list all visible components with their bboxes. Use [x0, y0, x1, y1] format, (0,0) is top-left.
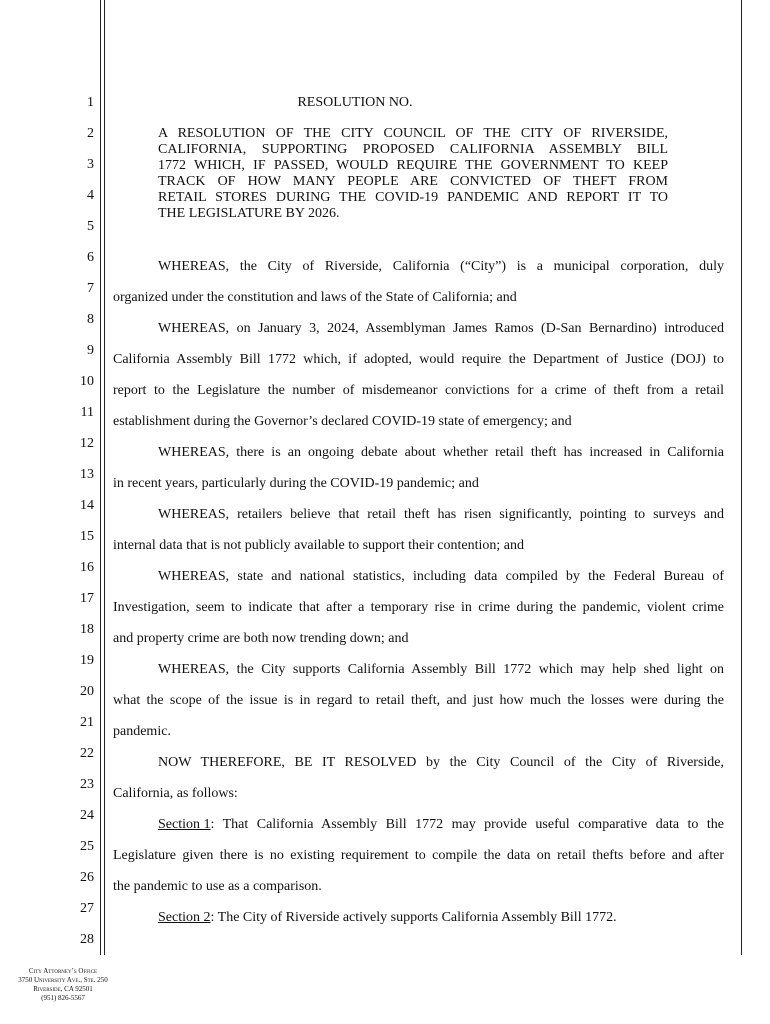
section-2-text: : The City of Riverside actively supports California Assembly Bill 1772.	[210, 910, 617, 925]
line-number: 19	[80, 653, 94, 668]
body-line: California, as follows:	[113, 786, 238, 801]
heading-line: CALIFORNIA, SUPPORTING PROPOSED CALIFORNIA ASSEMBLY BILL	[158, 142, 668, 157]
line-number: 6	[87, 250, 94, 265]
line-number: 21	[80, 715, 94, 730]
body-line: establishment during the Governor’s declared COVID-19 state of emergency; and	[113, 414, 572, 429]
line-number: 4	[87, 188, 94, 203]
line-number: 28	[80, 932, 94, 947]
line-number: 11	[80, 405, 94, 420]
left-margin-rule	[100, 0, 101, 955]
line-number: 14	[80, 498, 94, 513]
line-number: 9	[87, 343, 94, 358]
body-line: California Assembly Bill 1772 which, if adopted, would require the Department of Justice (DOJ) to	[113, 352, 724, 367]
body-line: WHEREAS, state and national statistics, including data compiled by the Federal Bureau of	[158, 569, 724, 584]
line-number: 25	[80, 839, 94, 854]
footer-phone: (951) 826-5567	[41, 994, 85, 1002]
heading-line: A RESOLUTION OF THE CITY COUNCIL OF THE CITY OF RIVERSIDE,	[158, 126, 668, 141]
body-line: in recent years, particularly during the COVID-19 pandemic; and	[113, 476, 479, 491]
left-margin-rule-inner	[104, 0, 105, 955]
body-line: WHEREAS, there is an ongoing debate about whether retail theft has increased in California	[158, 445, 724, 460]
line-number: 3	[87, 157, 94, 172]
heading-line: 1772 WHICH, IF PASSED, WOULD REQUIRE THE GOVERNMENT TO KEEP	[158, 158, 668, 173]
section-1-text: : That California Assembly Bill 1772 may provide useful comparative data to the	[210, 817, 724, 832]
line-number: 5	[87, 219, 94, 234]
heading-line: RETAIL STORES DURING THE COVID-19 PANDEMIC AND REPORT IT TO	[158, 190, 668, 205]
line-number: 15	[80, 529, 94, 544]
section-1-label: Section 1	[158, 817, 211, 832]
body-line: pandemic.	[113, 724, 171, 739]
line-number: 10	[80, 374, 94, 389]
body-line: report to the Legislature the number of misdemeanor convictions for a crime of theft from a retail	[113, 383, 724, 398]
body-line: WHEREAS, the City supports California Assembly Bill 1772 which may help shed light on	[158, 662, 724, 677]
footer-office: City Attorney’s Office	[28, 967, 98, 975]
line-number: 22	[80, 746, 94, 761]
section-1-first-line	[158, 817, 724, 833]
line-number: 7	[87, 281, 94, 296]
body-line: NOW THEREFORE, BE IT RESOLVED by the City Council of the City of Riverside,	[158, 755, 724, 770]
resolution-title: RESOLUTION NO.	[297, 95, 413, 110]
line-number: 12	[80, 436, 94, 451]
body-line: the pandemic to use as a comparison.	[113, 879, 322, 894]
footer-address: 3750 University Ave., Ste. 250	[18, 976, 108, 984]
body-line: Investigation, seem to indicate that after a temporary rise in crime during the pandemic, violent crime	[113, 600, 724, 615]
line-number: 13	[80, 467, 94, 482]
line-number: 18	[80, 622, 94, 637]
section-2-line	[158, 910, 617, 926]
section-2-label: Section 2	[158, 910, 211, 925]
body-line: organized under the constitution and laws of the State of California; and	[113, 290, 517, 305]
heading-line: THE LEGISLATURE BY 2026.	[158, 206, 340, 221]
line-number: 8	[87, 312, 94, 327]
footer-city: Riverside, CA 92501	[33, 985, 93, 993]
right-margin-rule	[741, 0, 742, 955]
line-number: 2	[87, 126, 94, 141]
line-number: 16	[80, 560, 94, 575]
body-line: WHEREAS, on January 3, 2024, Assemblyman James Ramos (D-San Bernardino) introduced	[158, 321, 724, 336]
line-number: 26	[80, 870, 94, 885]
body-line: WHEREAS, the City of Riverside, California (“City”) is a municipal corporation, duly	[158, 259, 724, 274]
line-number: 24	[80, 808, 94, 823]
heading-line: TRACK OF HOW MANY PEOPLE ARE CONVICTED OF THEFT FROM	[158, 174, 668, 189]
body-line: what the scope of the issue is in regard to retail theft, and just how much the losses were during the	[113, 693, 724, 708]
line-number: 23	[80, 777, 94, 792]
attorney-office-footer	[0, 967, 126, 1003]
line-number: 27	[80, 901, 94, 916]
body-line: and property crime are both now trending down; and	[113, 631, 409, 646]
line-number: 1	[87, 95, 94, 110]
body-line: Legislature given there is no existing requirement to compile the data on retail thefts before and after	[113, 848, 724, 863]
line-number: 20	[80, 684, 94, 699]
body-line: WHEREAS, retailers believe that retail theft has risen significantly, pointing to surveys and	[158, 507, 724, 522]
body-line: internal data that is not publicly available to support their contention; and	[113, 538, 524, 553]
line-number: 17	[80, 591, 94, 606]
